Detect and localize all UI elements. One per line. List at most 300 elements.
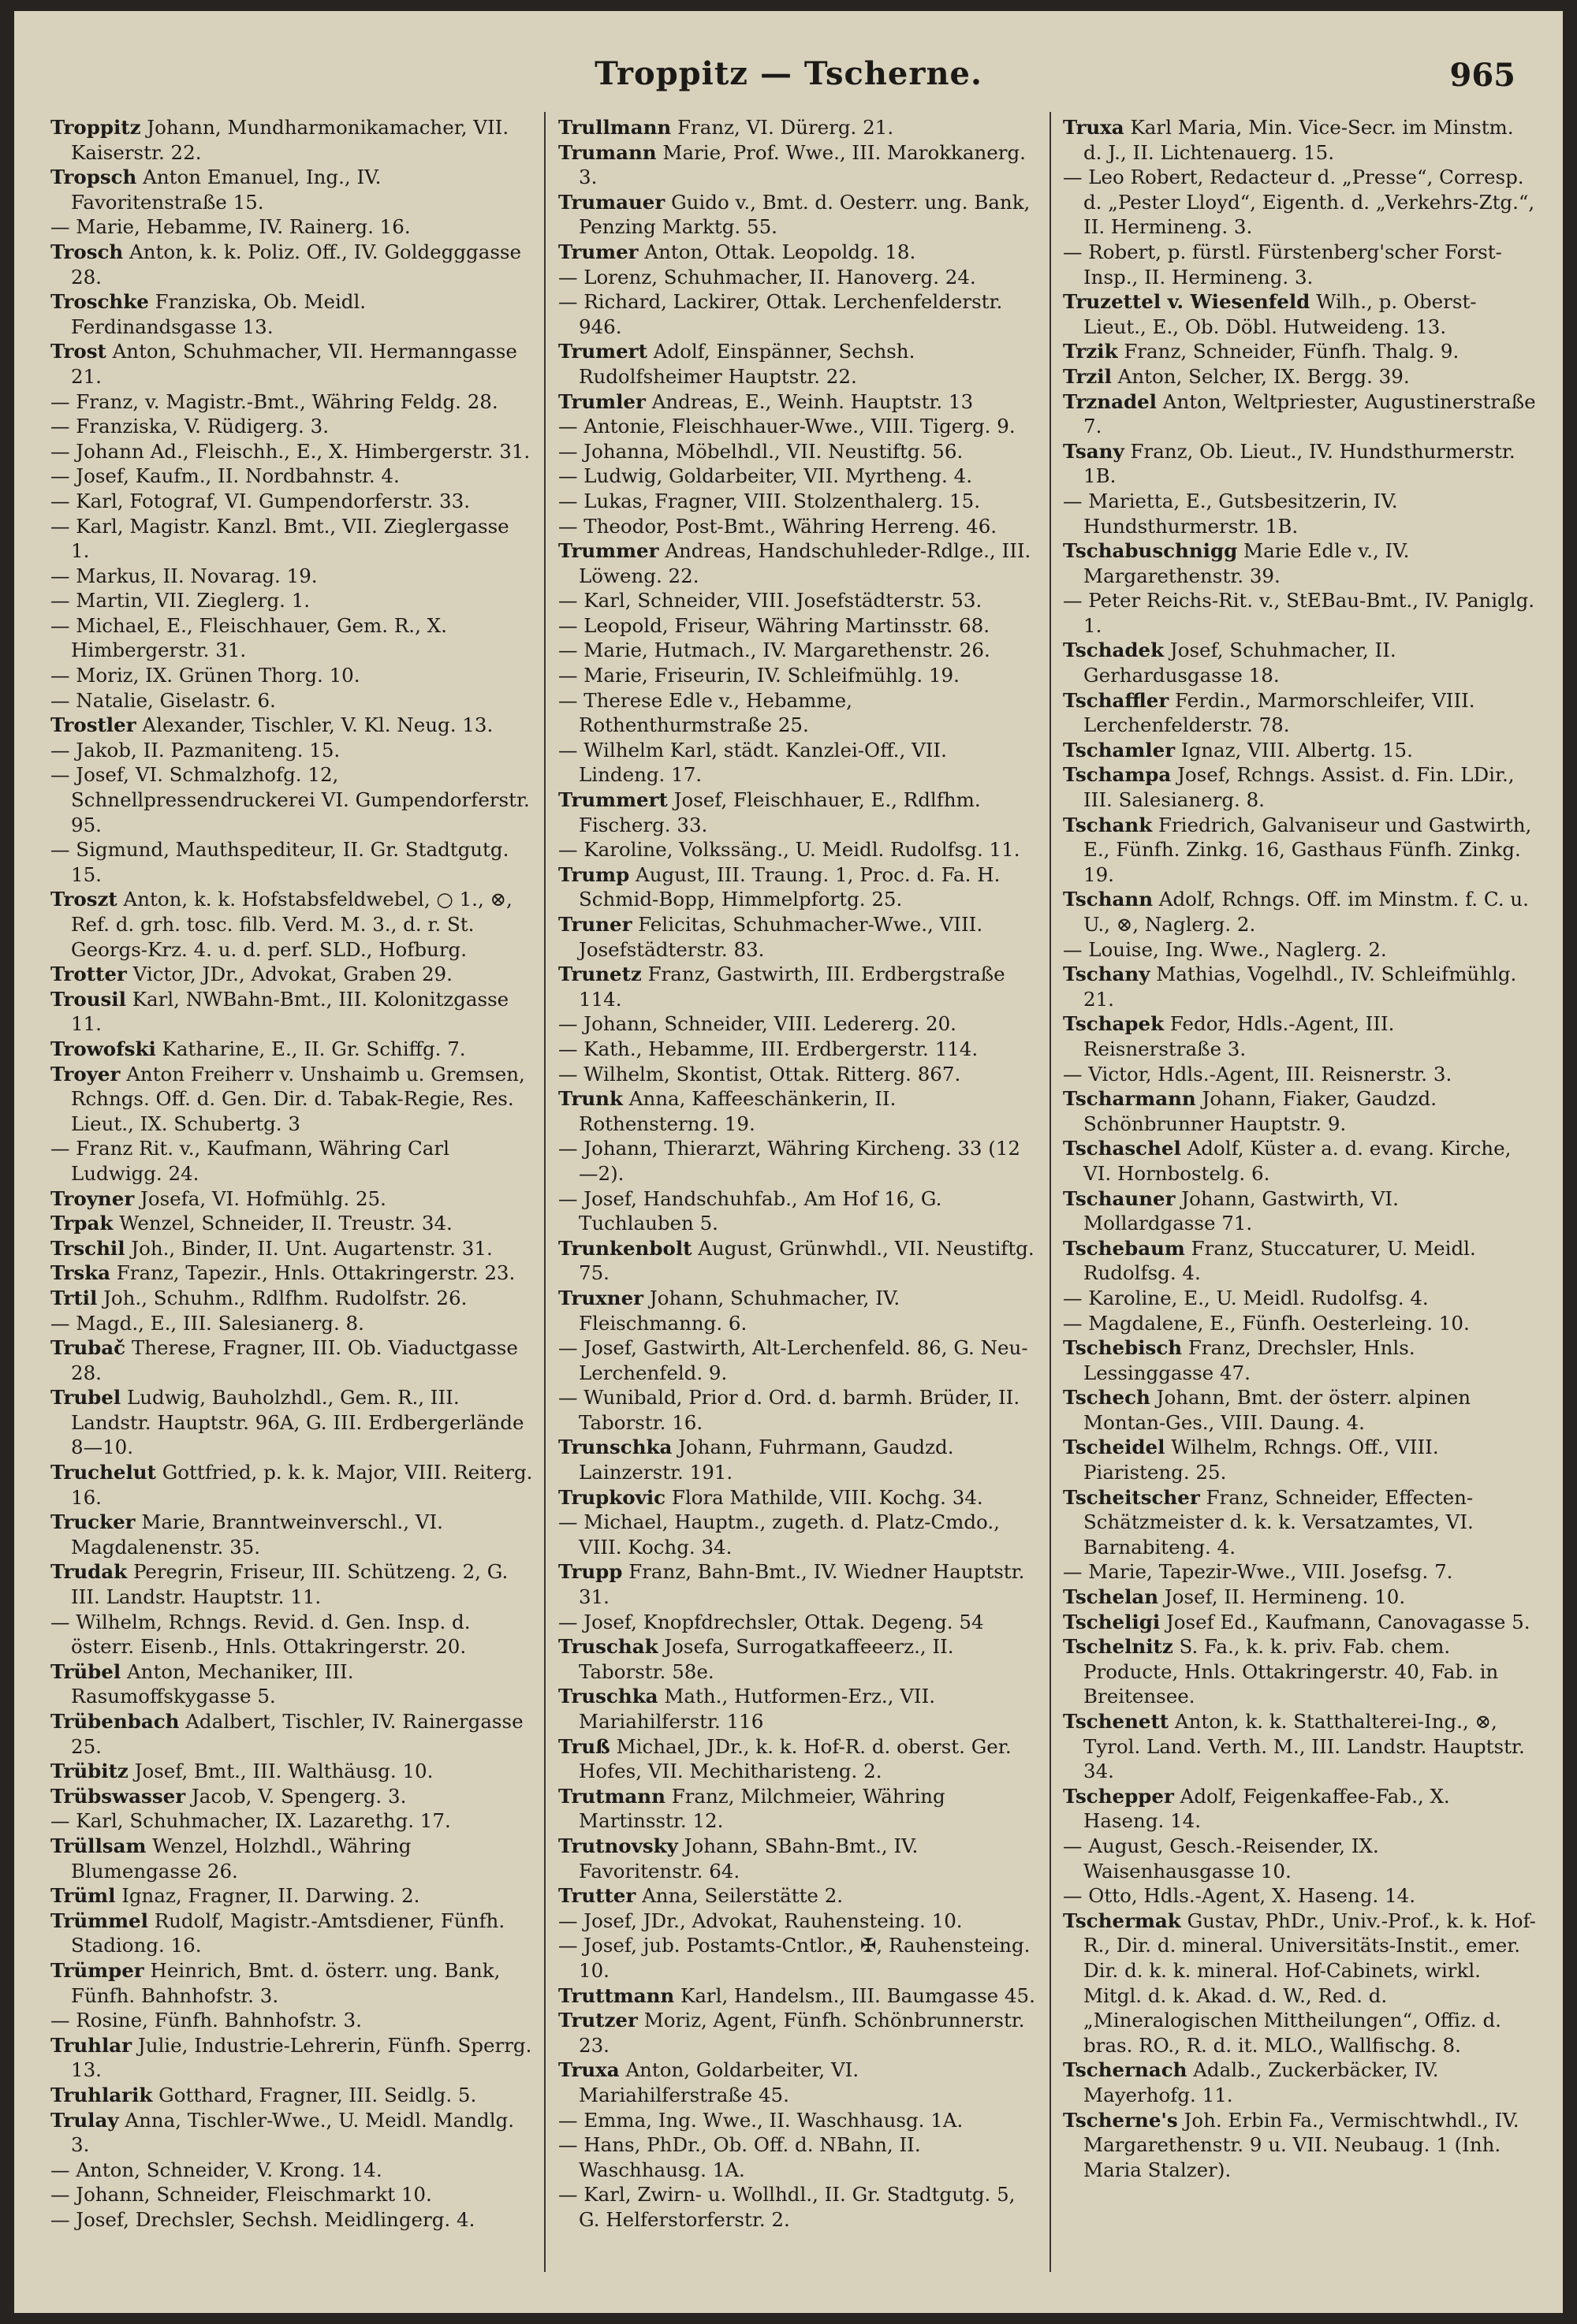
directory-entry (558, 1286, 1038, 1335)
entry-details: — Lukas, Fragner, VIII. Stolzenthalerg. 15. (558, 489, 981, 512)
directory-entry (50, 414, 533, 439)
entry-details: Peregrin, Friseur, III. Schützeng. 2, G. III. Landstr. Hauptstr. 11. (71, 1560, 509, 1609)
entry-details: Gotthard, Fragner, III. Seidlg. 5. (152, 2083, 477, 2106)
directory-entry (50, 663, 533, 688)
entry-details: Johann, Schuhmacher, IV. Fleischmanng. 6. (579, 1286, 900, 1335)
entry-details: Johann, Fiaker, Gaudzd. Schönbrunner Hauptstr. 9. (1083, 1087, 1437, 1135)
entry-details: Andreas, Handschuhleder-Rdlge., III. Löweng. 22. (579, 539, 1031, 587)
directory-entry (50, 1037, 533, 1062)
entry-surname: Tschank (1063, 813, 1153, 836)
entry-surname: Truxa (1063, 116, 1124, 139)
directory-entry (50, 1211, 533, 1236)
directory-entry (558, 1983, 1038, 2009)
entry-details: Marie, Prof. Wwe., III. Marokkanerg. 3. (579, 140, 1026, 189)
entry-surname: Trümmel (50, 1909, 148, 1932)
entry-details: — Johann Ad., Fleischh., E., X. Himbergerstr. 31. (50, 439, 531, 463)
directory-entry (50, 1460, 533, 1510)
directory-entry (50, 837, 533, 887)
entry-details: Joh., Binder, II. Unt. Augartenstr. 31. (125, 1236, 493, 1260)
entry-details: — Johann, Thierarzt, Währing Kircheng. 33 (12—2). (558, 1137, 1021, 1185)
directory-entry (50, 564, 533, 589)
entry-details: Ludwig, Bauholzhdl., Gem. R., III. Landstr. Hauptstr. 96A, G. III. Erdbergerlände 8—10. (71, 1386, 524, 1459)
entry-surname: Tschauner (1063, 1186, 1176, 1210)
directory-entry (1063, 738, 1536, 763)
entry-surname: Trübel (50, 1659, 121, 1683)
entry-details: Josef, Rchngs. Assist. d. Fin. LDir., III. Salesianerg. 8. (1083, 763, 1515, 812)
entry-surname: Tschampa (1063, 763, 1172, 787)
entry-details: — Wilhelm, Rchngs. Revid. d. Gen. Insp. d. österr. Eisenb., Hnls. Ottakringerstr. 20. (50, 1610, 471, 1659)
directory-entry (1063, 1435, 1536, 1484)
directory-entry (1063, 1186, 1536, 1236)
directory-entry (50, 1958, 533, 2008)
page-number: 965 (1449, 57, 1515, 94)
entry-details: — Hans, PhDr., Ob. Off. d. NBahn, II. Waschhausg. 1A. (558, 2133, 921, 2181)
directory-entry (1063, 1559, 1536, 1585)
entry-details: Anton, Goldarbeiter, VI. Mariahilferstraße 45. (579, 2058, 859, 2106)
entry-surname: Trubač (50, 1336, 126, 1360)
directory-entry (558, 140, 1038, 190)
entry-details: Andreas, E., Weinh. Hauptstr. 13 (645, 389, 974, 413)
entry-details: — Natalie, Giselastr. 6. (50, 688, 276, 712)
directory-entry (50, 214, 533, 240)
directory-entry (1063, 489, 1536, 538)
entry-surname: Trübitz (50, 1760, 129, 1783)
directory-entry (50, 1883, 533, 1909)
directory-entry (558, 638, 1038, 663)
entry-details: Math., Hutformen-Erz., VII. Mariahilferstr. 116 (579, 1685, 936, 1733)
directory-entry (50, 1909, 533, 1958)
directory-entry (558, 1186, 1038, 1236)
directory-entry (50, 339, 533, 389)
entry-surname: Trpak (50, 1212, 114, 1235)
directory-entry (1063, 1634, 1536, 1709)
entry-surname: Trousil (50, 987, 126, 1011)
directory-entry (558, 1037, 1038, 1062)
directory-entry (50, 514, 533, 564)
directory-entry (558, 1834, 1038, 1883)
entry-details: Franz, Gastwirth, III. Erdbergstraße 114. (579, 963, 1005, 1011)
entry-details: — Franz, v. Magistr.-Bmt., Währing Feldg. 28. (50, 389, 498, 413)
entry-surname: Tschany (1063, 963, 1150, 986)
entry-details: — August, Gesch.-Reisender, IX. Waisenhausgasse 10. (1063, 1834, 1379, 1883)
entry-details: Josefa, VI. Hofmühlg. 25. (134, 1186, 386, 1210)
entry-details: Adalb., Zuckerbäcker, IV. Mayerhofg. 11. (1083, 2058, 1439, 2106)
entry-surname: Trschil (50, 1236, 125, 1260)
directory-entry (50, 2033, 533, 2083)
entry-surname: Tscherne's (1063, 2108, 1178, 2132)
directory-entry (50, 1311, 533, 1336)
directory-entry (50, 1236, 533, 1261)
entry-details: S. Fa., k. k. priv. Fab. chem. Producte, Hnls. Ottakringerstr. 40, Fab. in Breitensee. (1083, 1635, 1499, 1708)
entry-details: — Johann, Schneider, Fleischmarkt 10. (50, 2183, 432, 2207)
entry-details: — Karl, Schuhmacher, IX. Lazarethg. 17. (50, 1809, 451, 1833)
entry-details: — Emma, Ing. Wwe., II. Waschhausg. 1A. (558, 2108, 964, 2132)
entry-details: — Josef, Handschuhfab., Am Hof 16, G. Tuchlauben 5. (558, 1186, 942, 1235)
entry-details: Wilhelm, Rchngs. Off., VIII. Piaristeng. 25. (1083, 1436, 1439, 1484)
directory-entry (1063, 364, 1536, 389)
entry-details: Johann, Mundharmonikamacher, VII. Kaiserstr. 22. (71, 116, 509, 164)
directory-entry (1063, 289, 1536, 339)
entry-surname: Tropsch (50, 166, 137, 189)
entry-details: Wenzel, Holzhdl., Währing Blumengasse 26. (71, 1834, 412, 1883)
directory-entry (558, 1086, 1038, 1136)
entry-details: Felicitas, Schuhmacher-Wwe., VIII. Josefstädterstr. 83. (579, 913, 983, 961)
directory-entry (558, 1385, 1038, 1435)
column-divider (1049, 112, 1051, 2272)
entry-details: Josef, Fleischhauer, E., Rdlfhm. Fischerg. 33. (579, 788, 981, 836)
entry-surname: Trulay (50, 2108, 119, 2132)
entry-details: Katharine, E., II. Gr. Schiffg. 7. (155, 1037, 466, 1060)
entry-details: Adalbert, Tischler, IV. Rainergasse 25. (71, 1710, 524, 1758)
entry-details: Johann, Fuhrmann, Gaudzd. Lainzerstr. 191. (579, 1436, 954, 1484)
entry-details: — Martin, VII. Zieglerg. 1. (50, 589, 311, 613)
directory-entry (1063, 1585, 1536, 1610)
directory-entry (50, 1136, 533, 1186)
entry-surname: Tschenett (1063, 1710, 1169, 1733)
entry-surname: Trutzer (558, 2009, 638, 2032)
entry-details: — Rosine, Fünfh. Bahnhofstr. 3. (50, 2009, 362, 2032)
entry-details: — Josef, Knopfdrechsler, Ottak. Degeng. 54 (558, 1610, 984, 1633)
directory-entry (558, 2058, 1038, 2107)
entry-details: — Moriz, IX. Grünen Thorg. 10. (50, 664, 360, 687)
entry-details: Ignaz, VIII. Albertg. 15. (1175, 738, 1413, 762)
directory-entry (50, 2108, 533, 2158)
directory-entry (50, 1286, 533, 1311)
entry-surname: Trutnovsky (558, 1834, 678, 1857)
entry-surname: Troyner (50, 1186, 135, 1210)
entry-surname: Truhlar (50, 2033, 132, 2057)
entry-details: Joh. Erbin Fa., Vermischtwhdl., IV. Margarethenstr. 9 u. VII. Neubaug. 1 (Inh. Maria Stalzer). (1083, 2108, 1519, 2181)
entry-surname: Trowofski (50, 1037, 156, 1060)
directory-entry (558, 588, 1038, 613)
entry-details: — Anton, Schneider, V. Krong. 14. (50, 2158, 382, 2181)
entry-details: Karl, NWBahn-Bmt., III. Kolonitzgasse 11. (71, 987, 509, 1036)
directory-entry (558, 439, 1038, 464)
entry-details: — Marie, Hebamme, IV. Rainerg. 16. (50, 215, 411, 239)
entry-surname: Tschebisch (1063, 1336, 1183, 1360)
entry-details: Flora Mathilde, VIII. Kochg. 34. (665, 1485, 983, 1509)
entry-details: Josefa, Surrogatkaffeeerz., II. Taborstr. 58e. (579, 1635, 954, 1683)
directory-entry (1063, 389, 1536, 439)
entry-surname: Trosch (50, 240, 124, 263)
entry-surname: Trzil (1063, 364, 1112, 388)
directory-entry (50, 289, 533, 339)
entry-surname: Tscheligi (1063, 1610, 1161, 1633)
directory-entry (558, 514, 1038, 539)
entry-surname: Tschech (1063, 1386, 1150, 1410)
entry-surname: Trunk (558, 1087, 623, 1111)
entry-details: Guido v., Bmt. d. Oesterr. ung. Bank, Penzing Marktg. 55. (579, 190, 1031, 239)
entry-details: — Marie, Hutmach., IV. Margarethenstr. 26. (558, 639, 990, 662)
directory-entry (1063, 439, 1536, 489)
entry-details: — Sigmund, Mauthspediteur, II. Gr. Stadtgutg. 15. (50, 838, 509, 886)
entry-surname: Truchelut (50, 1461, 156, 1484)
entry-surname: Truß (558, 1734, 610, 1758)
directory-entry (558, 190, 1038, 240)
entry-details: — Josef, VI. Schmalzhofg. 12, Schnellpressendruckerei VI. Gumpendorferstr. 95. (50, 763, 530, 836)
directory-entry (50, 165, 533, 214)
entry-surname: Trumauer (558, 190, 665, 214)
directory-entry (558, 1136, 1038, 1186)
entry-details: Anton, Ottak. Leopoldg. 18. (638, 240, 916, 263)
directory-entry (558, 688, 1038, 738)
page-header (14, 55, 1563, 118)
entry-surname: Tschepper (1063, 1784, 1174, 1808)
entry-surname: Tschaffler (1063, 688, 1169, 712)
directory-entry (558, 2008, 1038, 2058)
directory-entry (50, 738, 533, 763)
entry-surname: Trunschka (558, 1436, 673, 1459)
entry-details: — Theodor, Post-Bmt., Währing Herreng. 46. (558, 514, 997, 538)
entry-details: Josef Ed., Kaufmann, Canovagasse 5. (1160, 1610, 1530, 1633)
entry-details: — Franz Rit. v., Kaufmann, Währing Carl Ludwigg. 24. (50, 1137, 449, 1185)
directory-entry (50, 1559, 533, 1609)
entry-details: Anton, k. k. Poliz. Off., IV. Goldegggasse 28. (71, 240, 521, 289)
directory-entry (50, 1261, 533, 1286)
directory-entry (1063, 240, 1536, 289)
directory-entry (50, 389, 533, 415)
entry-details: — Johanna, Möbelhdl., VII. Neustiftg. 56. (558, 439, 964, 463)
entry-details: — Wunibald, Prior d. Ord. d. barmh. Brüder, II. Taborstr. 16. (558, 1386, 1020, 1434)
entry-details: Anton Freiherr v. Unshaimb u. Gremsen, Rchngs. Off. d. Gen. Dir. d. Tabak-Regie, Res. Lieut., IX. Schubertg. 3 (71, 1062, 525, 1135)
directory-entry (558, 1883, 1038, 1909)
entry-details: Ignaz, Fragner, II. Darwing. 2. (115, 1884, 420, 1908)
entry-surname: Trüllsam (50, 1834, 147, 1857)
entry-details: Michael, JDr., k. k. Hof-R. d. oberst. Ger. Hofes, VII. Mechitharisteng. 2. (579, 1734, 1012, 1783)
entry-details: — Magdalene, E., Fünfh. Oesterleing. 10. (1063, 1311, 1470, 1335)
entry-details: Franz, Tapezir., Hnls. Ottakringerstr. 23. (110, 1261, 516, 1285)
directory-entry (1063, 165, 1536, 240)
entry-details: Franz, Milchmeier, Währing Martinsstr. 12. (579, 1784, 945, 1833)
entry-details: Johann, Bmt. der österr. alpinen Montan-Ges., VIII. Daung. 4. (1083, 1386, 1471, 1434)
directory-entry (558, 1485, 1038, 1510)
entry-surname: Tschamler (1063, 738, 1176, 762)
directory-entry (558, 1510, 1038, 1559)
entry-details: — Richard, Lackirer, Ottak. Lerchenfelderstr. 946. (558, 290, 1003, 338)
directory-entry (558, 788, 1038, 837)
directory-entry (50, 1808, 533, 1834)
entry-surname: Trska (50, 1261, 111, 1285)
entry-details: Wenzel, Schneider, II. Treustr. 34. (113, 1212, 453, 1235)
directory-entry (558, 862, 1038, 912)
entry-details: Johann, Gastwirth, VI. Mollardgasse 71. (1083, 1186, 1399, 1235)
directory-entry (1063, 762, 1536, 812)
entry-details: Franziska, Ob. Meidl. Ferdinandsgasse 13. (71, 290, 367, 338)
entry-surname: Trümper (50, 1958, 144, 1982)
directory-entry (50, 1759, 533, 1784)
entry-details: — Marie, Tapezir-Wwe., VIII. Josefsg. 7. (1063, 1560, 1453, 1584)
directory-entry (558, 1335, 1038, 1385)
directory-entry (1063, 1909, 1536, 2058)
directory-entry (50, 240, 533, 289)
directory-entry (1063, 962, 1536, 1011)
entry-details: — Michael, E., Fleischhauer, Gem. R., X. Himbergerstr. 31. (50, 613, 447, 662)
entry-surname: Truttmann (558, 1983, 675, 2007)
entry-details: Fedor, Hdls.-Agent, III. Reisnerstraße 3. (1083, 1012, 1395, 1060)
entry-surname: Trucker (50, 1510, 136, 1534)
entry-details: — Marie, Friseurin, IV. Schleifmühlg. 19. (558, 664, 960, 687)
directory-entry (50, 1784, 533, 1809)
entry-details: Julie, Industrie-Lehrerin, Fünfh. Sperrg. 13. (71, 2033, 532, 2082)
directory-entry (1063, 1086, 1536, 1136)
entry-details: — Josef, Kaufm., II. Nordbahnstr. 4. (50, 464, 400, 488)
column-divider (544, 112, 546, 2272)
entry-details: — Karl, Schneider, VIII. Josefstädterstr. 53. (558, 589, 982, 613)
directory-entry (50, 464, 533, 489)
entry-details: Anna, Tischler-Wwe., U. Meidl. Mandlg. 3. (71, 2108, 515, 2157)
directory-entry (558, 2182, 1038, 2232)
directory-entry (1063, 1335, 1536, 1385)
directory-entry (558, 464, 1038, 489)
directory-entry (1063, 1610, 1536, 1635)
directory-entry (50, 762, 533, 837)
directory-entry (1063, 1834, 1536, 1883)
entry-details: Franz, Bahn-Bmt., IV. Wiedner Hauptstr. 31. (579, 1560, 1025, 1609)
entry-details: Marie Edle v., IV. Margarethenstr. 39. (1083, 539, 1410, 587)
directory-entry (1063, 1784, 1536, 1834)
entry-details: — Otto, Hdls.-Agent, X. Haseng. 14. (1063, 1884, 1416, 1908)
entry-surname: Trubel (50, 1386, 121, 1410)
directory-entry (50, 688, 533, 713)
entry-details: Marie, Branntweinverschl., VI. Magdalenenstr. 35. (71, 1510, 443, 1559)
entry-details: — Robert, p. fürstl. Fürstenberg'scher Forst-Insp., II. Hermineng. 3. (1063, 240, 1502, 289)
directory-entry (50, 115, 533, 165)
directory-entry (50, 1659, 533, 1709)
directory-entry (558, 265, 1038, 290)
directory-entry (1063, 1011, 1536, 1061)
entry-surname: Trznadel (1063, 389, 1157, 413)
entry-surname: Trzik (1063, 340, 1118, 363)
entry-details: Friedrich, Galvaniseur und Gastwirth, E., Fünfh. Zinkg. 16, Gasthaus Fünfh. Zinkg. 19. (1083, 813, 1532, 886)
entry-details: Heinrich, Bmt. d. österr. ung. Bank, Fünfh. Bahnhofstr. 3. (71, 1958, 501, 2007)
directory-entry (50, 1186, 533, 1212)
entry-details: — Josef, JDr., Advokat, Rauhensteing. 10. (558, 1909, 963, 1932)
entry-surname: Troszt (50, 888, 117, 911)
entry-details: Wilh., p. Oberst-Lieut., E., Ob. Döbl. Hutweideng. 13. (1083, 290, 1477, 338)
entry-details: August, Grünwhdl., VII. Neustiftg. 75. (579, 1236, 1035, 1285)
directory-page (14, 11, 1563, 2313)
directory-entry (1063, 1709, 1536, 1784)
entry-details: Adolf, Einspänner, Sechsh. Rudolfsheimer Hauptstr. 22. (579, 340, 915, 388)
entry-surname: Tschann (1063, 888, 1154, 911)
entry-details: Franz, Schneider, Fünfh. Thalg. 9. (1117, 340, 1460, 363)
directory-entry (50, 1335, 533, 1385)
entry-surname: Truschka (558, 1685, 658, 1708)
directory-entry (1063, 115, 1536, 165)
directory-entry (50, 2083, 533, 2108)
directory-entry (50, 1385, 533, 1460)
entry-details: Franz, Schneider, Effecten-Schätzmeister d. k. k. Versatzamtes, VI. Barnabiteng. 4. (1083, 1485, 1474, 1559)
entry-details: Franz, Drechsler, Hnls. Lessinggasse 47. (1083, 1336, 1415, 1384)
entry-details: August, III. Traung. 1, Proc. d. Fa. H. Schmid-Bopp, Himmelpfortg. 25. (579, 862, 1001, 911)
directory-entry (50, 713, 533, 738)
directory-entry (558, 1909, 1038, 1934)
directory-entry (50, 1834, 533, 1883)
entry-details: Mathias, Vogelhdl., IV. Schleifmühlg. 21. (1083, 963, 1517, 1011)
directory-entry (558, 489, 1038, 514)
directory-entry (1063, 688, 1536, 738)
entry-details: — Louise, Ing. Wwe., Naglerg. 2. (1063, 937, 1387, 961)
entry-details: Adolf, Feigenkaffee-Fab., X. Haseng. 14. (1083, 1784, 1450, 1833)
entry-details: — Wilhelm, Skontist, Ottak. Ritterg. 867. (558, 1062, 961, 1086)
entry-details: — Karoline, E., U. Meidl. Rudolfsg. 4. (1063, 1286, 1429, 1309)
directory-entry (50, 2182, 533, 2207)
entry-details: Adolf, Küster a. d. evang. Kirche, VI. Hornbostelg. 6. (1083, 1137, 1512, 1185)
entry-surname: Truschak (558, 1635, 658, 1659)
entry-details: Anton, k. k. Statthalterei-Ing., ⊗, Tyrol. Land. Verth. M., III. Landstr. Hauptstr. 34. (1083, 1710, 1525, 1783)
directory-entry (1063, 813, 1536, 888)
entry-details: — Victor, Hdls.-Agent, III. Reisnerstr. 3. (1063, 1062, 1452, 1086)
entry-details: — Therese Edle v., Hebamme, Rothenthurmstraße 25. (558, 688, 852, 737)
entry-details: Gustav, PhDr., Univ.-Prof., k. k. Hof-R., Dir. d. mineral. Universitäts-Instit., emer. Dir. d. k. k. mineral. Hof-Cabinets, wirkl. Mitgl. d. k. Akad. d. W., Red. d. „Mineralogischen Mittheilungen“, Offiz. d. bras. RO., R. d. it. MLO., Wallfischg. 8. (1083, 1909, 1536, 2057)
entry-surname: Troyer (50, 1062, 121, 1086)
directory-entry (558, 389, 1038, 415)
directory-entry (558, 1062, 1038, 1087)
entry-details: Joh., Schuhm., Rdlfhm. Rudolfstr. 26. (97, 1286, 468, 1309)
entry-surname: Tsany (1063, 439, 1124, 463)
entry-details: Anton, Mechaniker, III. Rasumoffskygasse 5. (71, 1659, 354, 1708)
entry-details: Josef, Bmt., III. Walthäusg. 10. (128, 1760, 434, 1783)
directory-entry (558, 2108, 1038, 2133)
entry-details: — Josef, jub. Postamts-Cntlor., ✠, Rauhensteing. 10. (558, 1934, 1031, 1982)
entry-details: Anton, Selcher, IX. Bergg. 39. (1111, 364, 1410, 388)
entry-details: — Karoline, Volkssäng., U. Meidl. Rudolfsg. 11. (558, 838, 1020, 862)
directory-entry (1063, 2108, 1536, 2183)
entry-surname: Tscheidel (1063, 1436, 1165, 1459)
entry-details: Franz, Stuccaturer, U. Meidl. Rudolfsg. 4. (1083, 1236, 1476, 1285)
directory-entry (50, 1610, 533, 1659)
entry-details: Anton, Schuhmacher, VII. Hermanngasse 21. (71, 340, 517, 388)
entry-details: — Magd., E., III. Salesianerg. 8. (50, 1311, 364, 1335)
entry-details: — Karl, Fotograf, VI. Gumpendorferstr. 33. (50, 489, 470, 512)
entry-surname: Tschermak (1063, 1909, 1181, 1932)
directory-entry (50, 1062, 533, 1137)
directory-entry (558, 1011, 1038, 1037)
directory-entry (50, 613, 533, 663)
entry-surname: Trudak (50, 1560, 128, 1584)
directory-entry (558, 837, 1038, 862)
entry-details: — Josef, Gastwirth, Alt-Lerchenfeld. 86, G. Neu-Lerchenfeld. 9. (558, 1336, 1028, 1384)
entry-surname: Trüml (50, 1884, 116, 1908)
entry-details: — Jakob, II. Pazmaniteng. 15. (50, 738, 341, 762)
entry-surname: Trunkenbolt (558, 1236, 692, 1260)
entry-details: — Markus, II. Novarag. 19. (50, 564, 318, 587)
entry-surname: Tscharmann (1063, 1087, 1196, 1111)
entry-surname: Truzettel v. Wiesenfeld (1063, 290, 1310, 314)
entry-details: — Michael, Hauptm., zugeth. d. Platz-Cmdo., VIII. Kochg. 34. (558, 1510, 1000, 1559)
directory-entry (1063, 1311, 1536, 1336)
entry-surname: Tschelnitz (1063, 1635, 1173, 1659)
directory-entry (1063, 339, 1536, 364)
directory-entry (558, 1684, 1038, 1734)
directory-entry (558, 738, 1038, 788)
directory-entry (1063, 588, 1536, 638)
entry-details: Ferdin., Marmorschleifer, VIII. Lerchenfelderstr. 78. (1083, 688, 1475, 737)
entry-details: Karl, Handelsm., III. Baumgasse 45. (674, 1983, 1035, 2007)
directory-entry (50, 887, 533, 962)
directory-entry (1063, 2058, 1536, 2107)
entry-details: — Johann, Schneider, VIII. Ledererg. 20. (558, 1012, 956, 1036)
entry-details: Anton, k. k. Hofstabsfeldwebel, ○ 1., ⊗, Ref. d. grh. tosc. filb. Verd. M. 3., d. r. St. Georgs-Krz. 4. u. d. perf. SLD., Hofburg. (71, 888, 513, 961)
entry-surname: Tschadek (1063, 639, 1165, 662)
entry-surname: Truxa (558, 2058, 620, 2082)
directory-entry (1063, 1485, 1536, 1560)
directory-column-2 (558, 115, 1038, 2232)
entry-details: — Karl, Magistr. Kanzl. Bmt., VII. Zieglergasse 1. (50, 514, 509, 563)
directory-entry (558, 613, 1038, 639)
entry-surname: Trübenbach (50, 1710, 180, 1733)
entry-details: Franz, Ob. Lieut., IV. Hundsthurmerstr. 1B. (1083, 439, 1515, 488)
